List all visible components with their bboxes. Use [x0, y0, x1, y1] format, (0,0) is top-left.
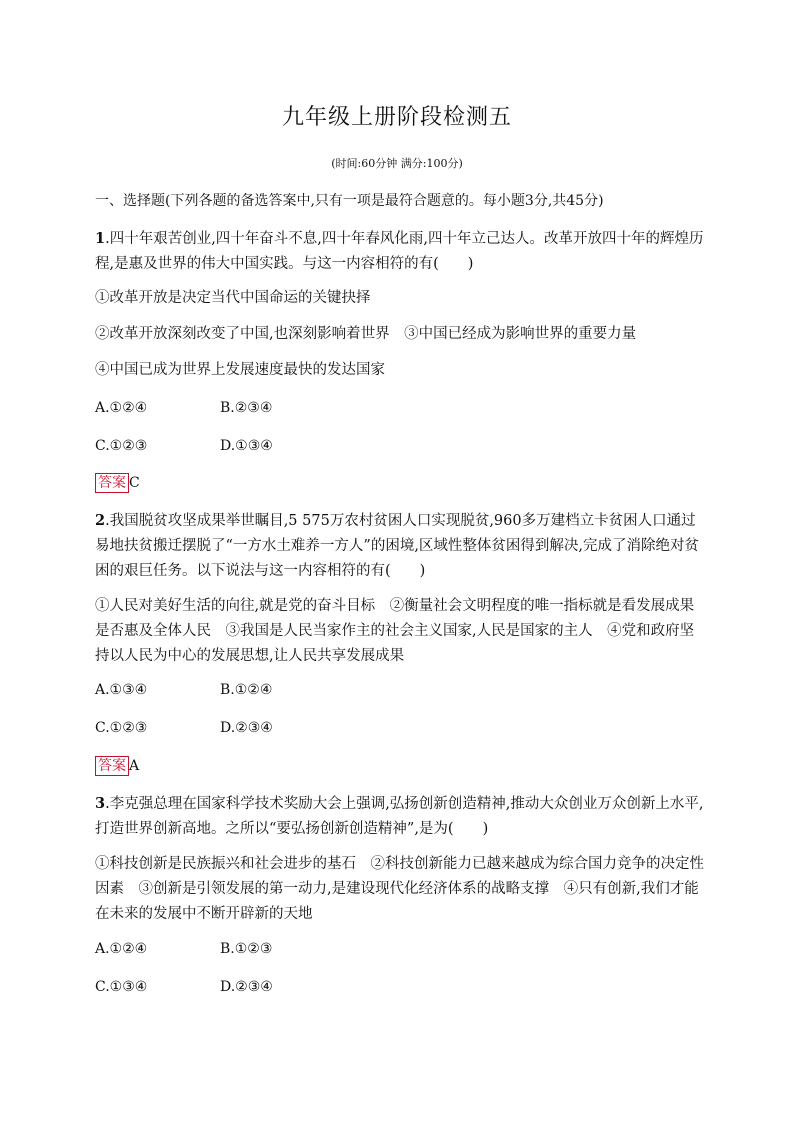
question-number: 3 — [95, 795, 106, 812]
option-b[interactable]: B.②③④ — [220, 400, 273, 416]
question-3-statements: ①科技创新是民族振兴和社会进步的基石 ②科技创新能力已越来越成为综合国力竞争的决定性因素 ③创新是引领发展的第一动力,是建设现代化经济体系的战略支撑 ④只有创新,我们才能在未来的发展中不断开辟新的天地 — [95, 856, 704, 922]
option-d[interactable]: D.②③④ — [220, 720, 273, 736]
question-1-stem — [95, 226, 705, 277]
question-number: 2 — [95, 512, 106, 529]
page-title: 九年级上册阶段检测五 — [281, 105, 512, 130]
option-c[interactable]: C.①③④ — [95, 979, 148, 995]
option-a[interactable]: A.①②④ — [95, 400, 148, 416]
answer-label: 答案 — [95, 473, 129, 493]
question-text: .四十年艰苦创业,四十年奋斗不息,四十年春风化雨,四十年立己达人。改革开放四十年的辉煌历程,是惠及世界的伟大中国实践。与这一内容相符的有( ) — [95, 231, 704, 272]
option-c[interactable]: C.①②③ — [95, 720, 148, 736]
exam-time-score: (时间:60分钟 满分:100分) — [331, 157, 463, 170]
option-b[interactable]: B.①②③ — [220, 941, 273, 957]
answer-value: A — [129, 758, 140, 774]
option-a[interactable]: A.①③④ — [95, 682, 148, 698]
question-text: .李克强总理在国家科学技术奖励大会上强调,弘扬创新创造精神,推动大众创业万众创新上水平,打造世界创新高地。之所以“要弘扬创新创造精神”,是为( ) — [95, 796, 704, 837]
answer-label: 答案 — [95, 756, 129, 776]
option-b[interactable]: B.①②④ — [220, 682, 273, 698]
question-number: 1 — [95, 230, 106, 247]
question-1-statement-3: ④中国已成为世界上发展速度最快的发达国家 — [95, 362, 385, 378]
option-c[interactable]: C.①②③ — [95, 438, 148, 454]
question-1-statement-2: ②改革开放深刻改变了中国,也深刻影响着世界 ③中国已经成为影响世界的重要力量 — [95, 326, 637, 342]
option-a[interactable]: A.①②④ — [95, 941, 148, 957]
question-1-answer — [95, 473, 140, 493]
question-2-stem — [95, 508, 705, 584]
question-2-answer — [95, 756, 139, 776]
section-heading: 一、选择题(下列各题的备选答案中,只有一项是最符合题意的。每小题3分,共45分) — [95, 193, 604, 209]
question-3-stem — [95, 791, 705, 842]
option-d[interactable]: D.②③④ — [220, 979, 273, 995]
question-1-statement-1: ①改革开放是决定当代中国命运的关键抉择 — [95, 290, 371, 306]
option-d[interactable]: D.①③④ — [220, 438, 273, 454]
question-text: .我国脱贫攻坚成果举世瞩目,5 575万农村贫困人口实现脱贫,960多万建档立卡贫困人口通过易地扶贫搬迁摆脱了“一方水土难养一方人”的困境,区域性整体贫困得到解决,完成了消除绝对贫困的艰巨任务。以下说法与这一内容相符的有( ) — [95, 513, 700, 579]
question-2-statements: ①人民对美好生活的向往,就是党的奋斗目标 ②衡量社会文明程度的唯一指标就是看发展成果是否惠及全体人民 ③我国是人民当家作主的社会主义国家,人民是国家的主人 ④党和政府坚持以人民为中心的发展思想,让人民共享发展成果 — [95, 598, 695, 664]
answer-value: C — [129, 475, 140, 491]
